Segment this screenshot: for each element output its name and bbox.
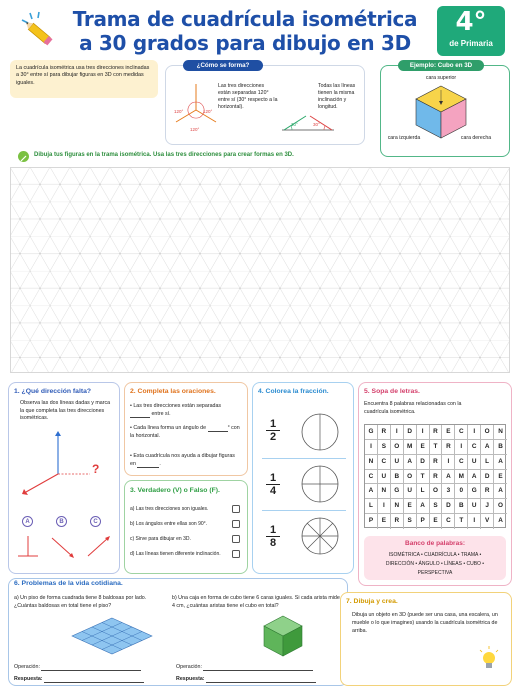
word-search-letter[interactable]: V	[481, 514, 494, 529]
word-search-letter[interactable]: G	[391, 484, 404, 499]
s3-check-a[interactable]	[232, 505, 240, 513]
word-search-letter[interactable]: U	[468, 499, 481, 514]
word-search-letter[interactable]: R	[481, 484, 494, 499]
tiles-floor-icon	[70, 616, 154, 656]
word-search-letter[interactable]: A	[404, 455, 417, 470]
fraction-2-num: 1	[269, 472, 277, 484]
word-search-letter[interactable]: E	[417, 440, 430, 455]
word-search-letter[interactable]: A	[365, 484, 378, 499]
how-text-2: Todas las líneas tienen la misma inclinación y longitud.	[318, 83, 356, 110]
how-pill: ¿Cómo se forma?	[183, 60, 263, 71]
word-search-letter[interactable]: C	[455, 455, 468, 470]
s6-a-op-line[interactable]	[41, 665, 141, 671]
word-search-letter[interactable]: N	[391, 499, 404, 514]
word-bank-line-1: ISOMÉTRICA • CUADRÍCULA • TRAMA •	[388, 552, 482, 558]
fraction-2	[266, 472, 280, 497]
word-search-letter[interactable]: A	[481, 440, 494, 455]
word-search-letter[interactable]: A	[442, 470, 455, 485]
word-bank-line-3: PERSPECTIVA	[417, 570, 453, 576]
isometric-grid[interactable]	[10, 167, 510, 373]
word-search-letter[interactable]: R	[430, 425, 443, 440]
word-search-letter[interactable]: E	[404, 499, 417, 514]
s1-option-c[interactable]	[90, 516, 101, 527]
word-search-letter[interactable]: S	[404, 514, 417, 529]
angle-30-b: 30°	[313, 122, 320, 127]
word-search-letter[interactable]: U	[391, 455, 404, 470]
word-search-letter[interactable]: C	[442, 514, 455, 529]
s6-a-answer	[14, 676, 144, 683]
word-search-letter[interactable]: N	[365, 455, 378, 470]
grade-label: de Primaria	[449, 39, 493, 48]
fraction-3-num: 1	[269, 524, 277, 536]
s1-option-b-label: B	[59, 519, 64, 525]
s3-item-b: b) Los ángulos entre ellas son 90°.	[130, 521, 208, 527]
page-title	[60, 7, 430, 55]
s6-problem-b: b) Una caja en forma de cubo tiene 6 caras iguales. Si cada arista mide 4 cm, ¿cuántas aristas tiene el cubo en total?	[172, 595, 340, 609]
fraction-1	[266, 418, 280, 443]
fraction-3	[266, 524, 280, 549]
s6-a-op-label: Operación:	[14, 664, 40, 670]
word-search-letter[interactable]: T	[417, 470, 430, 485]
word-search-letter[interactable]: A	[417, 499, 430, 514]
s7-title: 7. Dibuja y crea.	[346, 598, 398, 605]
s2-b3a: Esta cuadrícula nos ayuda a dibujar figuras en	[130, 453, 235, 467]
fraction-circle-1[interactable]	[300, 412, 340, 452]
s2-bullet-3: • Esta cuadrícula nos ayuda a dibujar figuras en .	[130, 453, 235, 467]
word-search-letter[interactable]: C	[455, 425, 468, 440]
word-search-letter[interactable]: I	[391, 425, 404, 440]
s2-b1a: Las tres direcciones están separadas	[133, 403, 222, 409]
word-search-letter[interactable]: S	[430, 499, 443, 514]
word-search-letter[interactable]: B	[391, 470, 404, 485]
word-search-letter[interactable]: I	[378, 499, 391, 514]
word-search-letter[interactable]: 0	[455, 484, 468, 499]
fraction-circle-3-shape	[302, 518, 338, 554]
instruction-pencil-icon	[18, 151, 29, 162]
word-bank-title: Banco de palabras:	[405, 540, 465, 547]
word-search-letter[interactable]: D	[417, 455, 430, 470]
word-search-letter[interactable]: U	[404, 484, 417, 499]
fraction-1-num: 1	[269, 418, 277, 430]
word-search-letter[interactable]: U	[468, 455, 481, 470]
s4-title: 4. Colorea la fracción.	[258, 388, 329, 395]
word-search-letter[interactable]: D	[442, 499, 455, 514]
word-search-letter[interactable]: R	[430, 455, 443, 470]
instruction-text: Dibuja tus figuras en la trama isométrica. Usa las tres direcciones para crear formas en 3D.	[34, 152, 294, 158]
word-search-letter[interactable]: I	[442, 455, 455, 470]
word-search-letter[interactable]: C	[365, 470, 378, 485]
s2-blank-3[interactable]	[137, 462, 159, 468]
s6-b-operation	[176, 664, 313, 671]
word-search-letter[interactable]: O	[404, 470, 417, 485]
s1-title: 1. ¿Qué dirección falta?	[14, 388, 92, 395]
s6-b-op-line[interactable]	[203, 665, 313, 671]
s3-check-b[interactable]	[232, 520, 240, 528]
s6-a-operation	[14, 664, 141, 671]
word-search-letter[interactable]: B	[494, 440, 507, 455]
fraction-circle-2[interactable]	[300, 464, 340, 504]
word-search-letter[interactable]: E	[494, 470, 507, 485]
cube-icon	[412, 84, 470, 140]
s1-question-mark: ?	[92, 462, 100, 476]
s6-problem-a: a) Un piso de forma cuadrada tiene 8 baldosas por lado. ¿Cuántas baldosas en total tiene el piso?	[14, 595, 147, 609]
s3-check-d[interactable]	[232, 550, 240, 558]
word-search-letter[interactable]: L	[417, 484, 430, 499]
fraction-circle-2-shape	[302, 466, 338, 502]
word-search-letter[interactable]: L	[481, 455, 494, 470]
word-search-letter[interactable]: R	[391, 514, 404, 529]
word-search-letter[interactable]: I	[417, 425, 430, 440]
word-search-letter[interactable]: S	[378, 440, 391, 455]
word-search-letter[interactable]: A	[494, 455, 507, 470]
word-search-letter[interactable]: A	[498, 517, 503, 525]
pencil-icon	[18, 10, 58, 50]
s2-blank-1[interactable]	[130, 412, 150, 418]
word-search-letter[interactable]: I	[455, 440, 468, 455]
word-search-letter[interactable]: C	[468, 440, 481, 455]
word-search-letter[interactable]: G	[365, 425, 378, 440]
word-search-letter[interactable]: R	[430, 470, 443, 485]
word-search-letter[interactable]: N	[378, 484, 391, 499]
word-search-letter[interactable]: T	[430, 440, 443, 455]
s2-bullet-1: • Las tres direcciones están separadas entre sí.	[130, 403, 222, 417]
s6-b-resp-label: Respuesta:	[176, 676, 205, 682]
word-bank-line-2: DIRECCIÓN • ÁNGULO • LÍNEAS • CUBO •	[385, 561, 485, 567]
s3-title: 3. Verdadero (V) o Falso (F).	[130, 487, 220, 494]
s5-title: 5. Sopa de letras.	[364, 388, 420, 395]
s1-option-drawings	[14, 532, 116, 562]
title-line-2: a 30 grados para dibujo en 3D	[79, 31, 411, 55]
word-search-letter[interactable]: G	[468, 484, 481, 499]
word-search-letter[interactable]: J	[481, 499, 494, 514]
s7-text: Dibuja un objeto en 3D (puede ser una casa, una escalera, un mueble o lo que imagines) usando la cuadrícula isométrica de arriba.	[352, 612, 498, 634]
s1-option-b[interactable]	[56, 516, 67, 527]
s2-b2a: Cada línea forma un ángulo de	[133, 425, 207, 431]
green-cube-icon	[262, 614, 304, 658]
cube-left-label: cara izquierda	[387, 135, 421, 141]
s4-divider-2	[262, 510, 346, 511]
s3-check-c[interactable]	[232, 535, 240, 543]
word-search-letter[interactable]: E	[442, 425, 455, 440]
word-search-letter[interactable]: N	[494, 425, 507, 440]
s1-option-a[interactable]	[22, 516, 33, 527]
s1-option-c-label: C	[93, 519, 98, 525]
word-search-letter[interactable]: O	[494, 499, 507, 514]
s3-item-c: c) Sirve para dibujar en 3D.	[130, 536, 191, 542]
s3-item-d: d) Las líneas tienen diferente inclinación.	[130, 551, 221, 557]
angle-label-bottom: 120°	[190, 127, 200, 132]
word-search-letter[interactable]: R	[442, 440, 455, 455]
s6-title: 6. Problemas de la vida cotidiana.	[14, 580, 123, 587]
fraction-2-den: 4	[269, 485, 277, 497]
word-search-grid[interactable]	[364, 424, 506, 528]
word-search-letter[interactable]: C	[378, 455, 391, 470]
cube-top-label: cara superior	[425, 75, 457, 81]
lightbulb-icon	[478, 646, 500, 672]
s2-blank-2[interactable]	[208, 426, 228, 432]
intro-box	[10, 60, 158, 98]
word-search-letter[interactable]: P	[417, 514, 430, 529]
word-search-letter[interactable]: I	[468, 425, 481, 440]
word-search-letter[interactable]: O	[391, 440, 404, 455]
word-search-letter[interactable]: M	[455, 470, 468, 485]
word-search-letter[interactable]: L	[365, 499, 378, 514]
s4-divider-1	[262, 458, 346, 459]
word-search-letter[interactable]: P	[365, 514, 378, 529]
s2-title: 2. Completa las oraciones.	[130, 388, 216, 395]
s6-b-op-label: Operación:	[176, 664, 202, 670]
angle-label-right: 120°	[203, 109, 213, 114]
fraction-circle-1-shape	[302, 414, 338, 450]
thirty-degree-diagram	[280, 110, 336, 134]
word-search-letter[interactable]: O	[430, 484, 443, 499]
fraction-3-den: 8	[269, 537, 277, 549]
example-pill: Ejemplo: Cubo en 3D	[398, 60, 484, 71]
word-search-letter[interactable]: R	[378, 425, 391, 440]
fraction-circle-3[interactable]	[300, 516, 340, 556]
word-search-letter[interactable]: O	[481, 425, 494, 440]
s3-item-a: a) Las tres direcciones son iguales.	[130, 506, 209, 512]
cube-right-label: cara derecha	[460, 135, 492, 141]
s6-b-resp-line[interactable]	[206, 677, 316, 683]
word-search-letter[interactable]: E	[430, 514, 443, 529]
word-search-letter[interactable]: I	[365, 440, 378, 455]
word-search-letter[interactable]: D	[481, 470, 494, 485]
s2-b2b: ° con la horizontal.	[130, 425, 240, 439]
how-text-1: Las tres direcciones están separadas 120° entre sí (30° respecto a la horizontal).	[218, 83, 278, 110]
word-search-letter[interactable]: I	[468, 514, 481, 529]
grade-number: 4°	[455, 7, 487, 37]
s2-bullet-2: • Cada línea forma un ángulo de ° con la horizontal.	[130, 425, 240, 439]
s2-b1b: entre sí.	[151, 411, 171, 417]
word-search-letter[interactable]: U	[378, 470, 391, 485]
word-search-letter[interactable]: B	[455, 499, 468, 514]
s6-b-answer	[176, 676, 316, 683]
s6-a-resp-line[interactable]	[44, 677, 144, 683]
word-search-letter[interactable]: D	[404, 425, 417, 440]
fraction-1-den: 2	[269, 431, 277, 443]
word-search-letter[interactable]: M	[404, 440, 417, 455]
s2-b3b: .	[159, 461, 161, 467]
word-search-letter[interactable]: A	[494, 484, 507, 499]
word-search-letter[interactable]: E	[378, 514, 391, 529]
word-search-letter[interactable]: A	[468, 470, 481, 485]
s1-text: Observa las dos líneas dadas y marca la que completa las tres direcciones isométricas.	[20, 400, 111, 421]
angle-label-left: 120°	[174, 109, 184, 114]
intro-text: La cuadrícula isométrica usa tres direcciones inclinadas a 30° entre sí para dibujar figuras en 3D con medidas iguales.	[16, 65, 150, 86]
title-line-1: Trama de cuadrícula isométrica	[72, 7, 418, 31]
word-search-letter[interactable]: 3	[442, 484, 455, 499]
s1-option-a-label: A	[25, 519, 30, 525]
grade-badge	[437, 6, 505, 56]
s5-text: Encuentra 8 palabras relacionadas con la cuadrícula isométrica.	[364, 401, 462, 415]
s6-a-resp-label: Respuesta:	[14, 676, 43, 682]
angle-30-a: 30°	[291, 122, 298, 127]
word-search-letter[interactable]: T	[455, 514, 468, 529]
